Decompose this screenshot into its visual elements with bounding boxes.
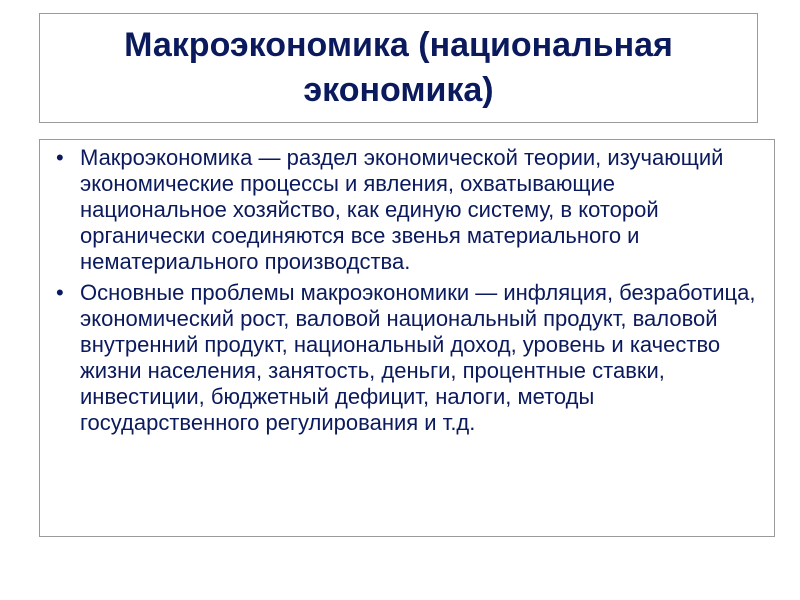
title-box	[39, 13, 758, 123]
bullet-text-definition: Макроэкономика — раздел экономической теории, изучающий экономические процессы и явления, охватывающие национальное хозяйство, как единую систему, в которой органически соединяются все звенья материального и нематериального производства.	[80, 145, 724, 274]
slide-title: Макроэкономика (национальная экономика)	[124, 26, 673, 109]
bullet-list	[56, 145, 764, 441]
content-box	[39, 139, 775, 537]
bullet-icon: •	[56, 145, 64, 170]
bullet-icon: •	[56, 280, 64, 305]
bullet-item-problems	[56, 280, 764, 436]
bullet-text-problems: Основные проблемы макроэкономики — инфляция, безработица, экономический рост, валовой национальный продукт, валовой внутренний продукт, национальный доход, уровень и качество жизни населения, занятость, деньги, процентные ставки, инвестиции, бюджетный дефицит, налоги, методы государственного регулирования и т.д.	[80, 280, 756, 435]
bullet-item-definition	[56, 145, 764, 275]
